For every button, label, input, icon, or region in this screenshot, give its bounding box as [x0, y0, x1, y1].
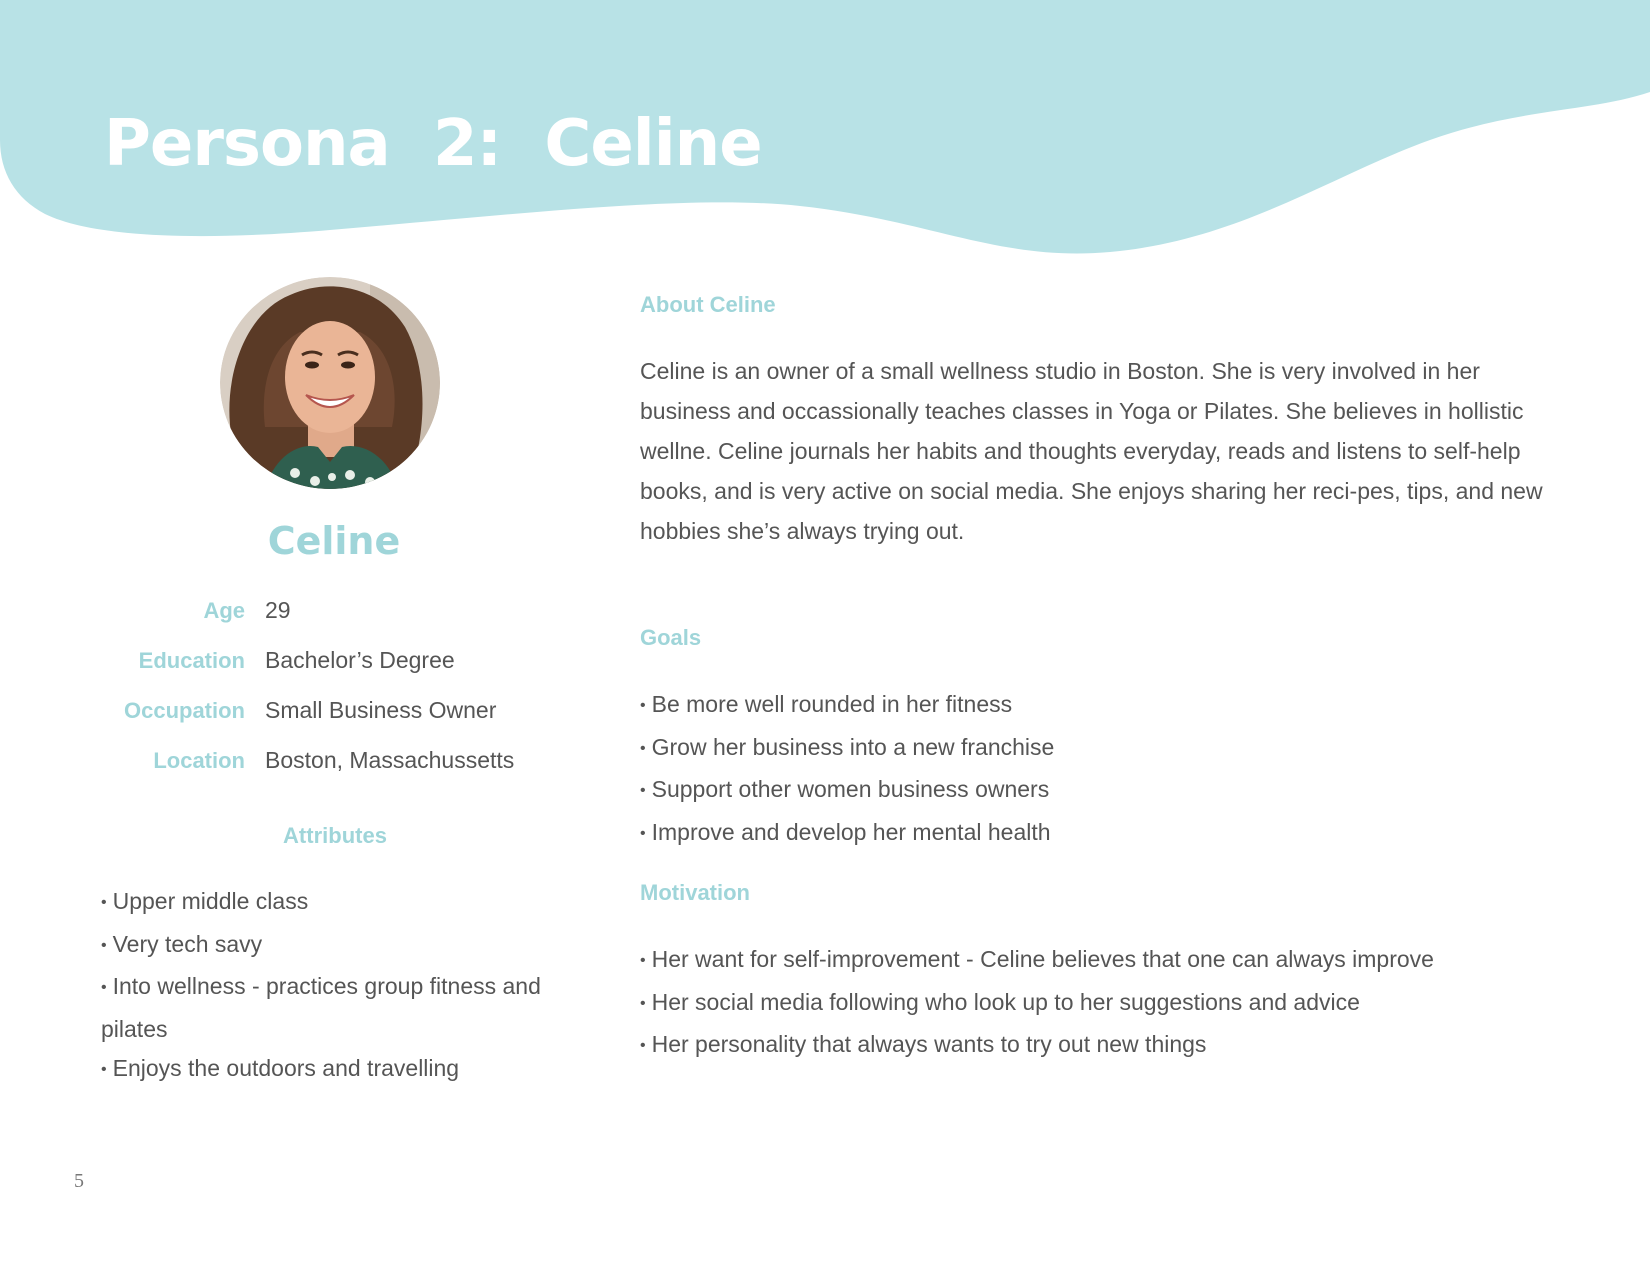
attributes-heading: Attributes [283, 823, 387, 848]
fact-label: Age [203, 598, 245, 623]
fact-value: Bachelor’s Degree [265, 647, 455, 673]
page-title: Persona 2: Celine [104, 107, 762, 181]
list-item: • Her personality that always wants to try out new things [640, 1025, 1575, 1068]
fact-value: Small Business Owner [265, 697, 497, 723]
avatar [220, 277, 440, 489]
list-item: • Grow her business into a new franchise [640, 728, 1575, 771]
motivation-list [640, 940, 1575, 1068]
fact-value: 29 [265, 597, 291, 623]
list-item: • Very tech savy [101, 925, 571, 968]
fact-age [80, 597, 550, 647]
list-item: • Into wellness - practices group fitness and pilates [101, 967, 571, 1049]
fact-occupation [80, 697, 550, 747]
list-item: • Support other women business owners [640, 770, 1575, 813]
list-item: • Improve and develop her mental health [640, 813, 1575, 856]
goals-heading: Goals [640, 625, 702, 650]
fact-label: Education [138, 648, 245, 673]
list-item: • Upper middle class [101, 882, 571, 925]
list-item: • Her want for self-improvement - Celine believes that one can always improve [640, 940, 1575, 983]
page-number: 5 [74, 1170, 84, 1192]
goals-list [640, 685, 1575, 855]
fact-location [80, 747, 550, 797]
persona-portrait-icon [220, 277, 440, 489]
fact-label: Occupation [123, 698, 245, 723]
about-heading: About Celine [640, 292, 776, 317]
motivation-heading: Motivation [640, 880, 750, 905]
persona-name: Celine [267, 519, 401, 563]
list-item: • Enjoys the outdoors and travelling [101, 1049, 571, 1092]
list-item: • Her social media following who look up to her suggestions and advice [640, 983, 1575, 1026]
about-text: Celine is an owner of a small wellness studio in Boston. She is very involved in her business and occassionally teaches classes in Yoga or Pilates. She believes in hollistic wellne. Celine journals her habits and thoughts everyday, reads and listens to self-help books, and is very active on social media. She enjoys sharing her reci-pes, tips, and new hobbies she’s always trying out. [640, 358, 1543, 544]
list-item: • Be more well rounded in her fitness [640, 685, 1575, 728]
attributes-list [101, 882, 571, 1092]
persona-facts [80, 597, 550, 797]
fact-label: Location [153, 748, 245, 773]
fact-value: Boston, Massachussetts [265, 747, 515, 773]
fact-education [80, 647, 550, 697]
